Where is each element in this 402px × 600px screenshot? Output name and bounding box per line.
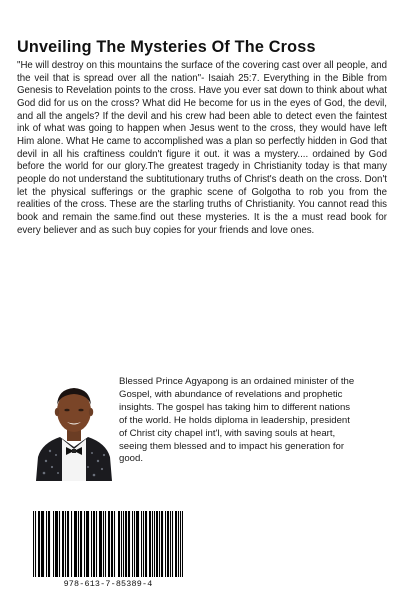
barcode-bar (43, 511, 44, 577)
barcode-bar (35, 511, 36, 577)
barcode-bar (41, 511, 42, 577)
barcode-bar (100, 511, 101, 577)
barcode-bar (67, 511, 68, 577)
barcode-bar (87, 511, 88, 577)
barcode-bar (136, 511, 137, 577)
barcode-bar (168, 511, 169, 577)
barcode-bar (38, 511, 39, 577)
barcode-bar (55, 511, 56, 577)
author-photo (32, 375, 116, 481)
barcode-bar (162, 511, 163, 577)
barcode-bar (138, 511, 139, 577)
barcode-bar (84, 511, 85, 577)
barcode-bar (134, 511, 135, 577)
barcode-bar (39, 511, 40, 577)
barcode-bar (88, 511, 89, 577)
barcode-bar (74, 511, 75, 577)
barcode-bar (132, 511, 133, 577)
barcode-bar (111, 511, 112, 577)
barcode-bar (119, 511, 120, 577)
barcode-bar (167, 511, 168, 577)
book-blurb: "He will destroy on this mountains the surface of the covering cast over all people, and the veil that is spread over all the nation"- Isaiah 25:7. Everything in the Bible from Genesis to Revelation points to the cross. Have you ever sat down to think about what God did for us on the cross? What did He become for us in the eyes of God, the devil, and all the angels? If the devil and his crew had been able to detect even the faintest ink of what was going to happen when Jesus went to the cross, they would have left Him alone. What He came to accomplished was a plan so perfectly hidden in God that devil in all his craftiness couldn't figure it out. it was a mystery.... ordained by God before the world for our glory.The greatest tragedy in Christianity today is that many people do not understand the subtitutionary truths of Christ's death on the cross. Don't let the physical sufferings or the graphic scene of Golgotha to rob you from the realities of the cross. These are the starling truths of Christianity. You cannot read this book and remain the same.find out these mysteries. It is the a must read book for every believer and as such buy copies for your friends and love ones. (17, 60, 387, 236)
barcode-bar (71, 511, 72, 577)
barcode-bar (108, 511, 109, 577)
barcode-bar (118, 511, 119, 577)
barcode-bar (62, 511, 63, 577)
barcode-bar (154, 511, 155, 577)
barcode-bar (49, 511, 50, 577)
barcode-bar (114, 511, 115, 577)
barcode-bar (101, 511, 102, 577)
book-title: Unveiling The Mysteries Of The Cross (17, 38, 316, 56)
barcode-bar (57, 511, 58, 577)
barcode-bar (103, 511, 104, 577)
barcode-bar (76, 511, 77, 577)
barcode-bar (105, 511, 106, 577)
barcode-bar (63, 511, 64, 577)
barcode-bar (149, 511, 150, 577)
barcode-bar (94, 511, 95, 577)
barcode-bar (129, 511, 130, 577)
barcode-bar (33, 511, 34, 577)
barcode-bar (182, 511, 183, 577)
barcode-bar (161, 511, 162, 577)
barcode-bar (46, 511, 47, 577)
barcode-bar (175, 511, 176, 577)
barcode-bar (145, 511, 146, 577)
barcode-bar (93, 511, 94, 577)
barcode-bar (68, 511, 69, 577)
barcode-bar (80, 511, 81, 577)
barcode-bar (75, 511, 76, 577)
barcode-bar (165, 511, 166, 577)
barcode-bar (150, 511, 151, 577)
barcode-bar (42, 511, 43, 577)
barcode-bar (96, 511, 97, 577)
barcode-bar (65, 511, 66, 577)
barcode-bar (170, 511, 171, 577)
barcode-bar (152, 511, 153, 577)
barcode-bar (143, 511, 144, 577)
barcode-bar (48, 511, 49, 577)
barcode-bar (99, 511, 100, 577)
barcode-bar (56, 511, 57, 577)
barcode-bar (109, 511, 110, 577)
barcode-bar (59, 511, 60, 577)
barcode-bar (137, 511, 138, 577)
barcode-bar (123, 511, 124, 577)
barcode-bar (157, 511, 158, 577)
barcode-bar (126, 511, 127, 577)
isbn-number: 978-613-7-85389-4 (63, 579, 153, 589)
barcode-bar (159, 511, 160, 577)
barcode-bar (141, 511, 142, 577)
barcode-bar (86, 511, 87, 577)
barcode-bar (178, 511, 179, 577)
barcode-bar (176, 511, 177, 577)
barcode-bar (172, 511, 173, 577)
barcode-bar (112, 511, 113, 577)
barcode-bar (91, 511, 92, 577)
barcode-bar (81, 511, 82, 577)
barcode-bar (128, 511, 129, 577)
barcode (33, 511, 183, 577)
barcode-bar (121, 511, 122, 577)
barcode-bar (78, 511, 79, 577)
author-bio: Blessed Prince Agyapong is an ordained minister of the Gospel, with abundance of revelations and prophetic insights. The gospel has taking him to different nations of the world. He holds diploma in leadership, president of Christ city chapel int'l, with saving souls at heart, seeing them blessed and to impact his generation for good. (119, 376, 355, 465)
barcode-bar (156, 511, 157, 577)
barcode-bar (53, 511, 54, 577)
barcode-bar (125, 511, 126, 577)
barcode-bar (146, 511, 147, 577)
barcode-bar (180, 511, 181, 577)
